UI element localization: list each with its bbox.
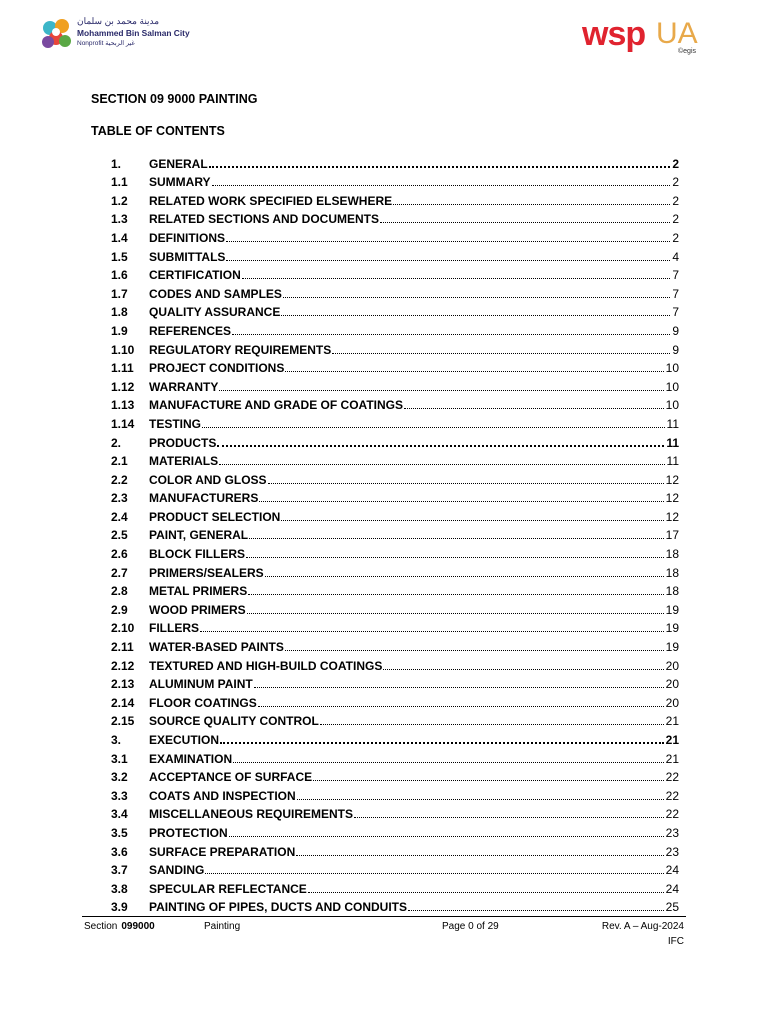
toc-dot-leader — [297, 798, 664, 800]
toc-dot-leader — [226, 259, 670, 261]
toc-entry[interactable] — [111, 654, 679, 673]
toc-entry-number: 2.1 — [111, 454, 128, 469]
toc-dot-leader — [268, 482, 664, 484]
toc-entry-number: 2.10 — [111, 621, 135, 636]
toc-entry-label: TEXTURED AND HIGH-BUILD COATINGS — [149, 658, 383, 673]
toc-entry-page: 12 — [665, 472, 679, 487]
toc-entry[interactable] — [111, 877, 679, 896]
toc-entry[interactable] — [111, 208, 679, 227]
toc-entry-page: 11 — [666, 454, 679, 469]
logo-nonprofit-text: Nonprofit غير الربحية — [77, 40, 135, 47]
footer-status: IFC — [667, 936, 684, 947]
toc-entry-number: 1.8 — [111, 305, 128, 320]
mbs-city-emblem-icon — [40, 14, 74, 54]
toc-entry-label: COATS AND INSPECTION — [149, 788, 296, 803]
toc-entry-page: 19 — [665, 621, 679, 636]
toc-entry[interactable] — [111, 896, 679, 915]
toc-dot-leader — [296, 854, 663, 856]
toc-entry-page: 21 — [665, 733, 679, 747]
toc-entry-label: SOURCE QUALITY CONTROL — [149, 714, 319, 729]
toc-entry-number: 3.3 — [111, 788, 128, 803]
toc-dot-leader — [202, 426, 665, 428]
toc-entry-page: 17 — [665, 528, 679, 543]
toc-entry-label: SUMMARY — [149, 175, 211, 190]
toc-entry-page: 10 — [665, 398, 679, 413]
toc-entry-number: 2.15 — [111, 714, 135, 729]
toc-entry-number: 2.8 — [111, 584, 128, 599]
toc-entry[interactable] — [111, 635, 679, 654]
toc-entry-label: SURFACE PREPARATION — [149, 844, 296, 859]
toc-entry-number: 1.10 — [111, 342, 135, 357]
toc-dot-leader — [242, 277, 671, 279]
toc-entry-page: 7 — [672, 305, 679, 320]
toc-entry[interactable] — [111, 747, 679, 766]
toc-entry-label: RELATED WORK SPECIFIED ELSEWHERE — [149, 193, 393, 208]
toc-entry-number: 1. — [111, 156, 122, 171]
toc-dot-leader — [380, 221, 670, 223]
toc-entry-label: PROJECT CONDITIONS — [149, 361, 285, 376]
toc-entry-number: 2.11 — [111, 640, 134, 655]
toc-dot-leader — [209, 165, 671, 168]
toc-entry[interactable] — [111, 542, 679, 561]
toc-entry-number: 2. — [111, 435, 122, 450]
toc-entry-number: 3.9 — [111, 900, 128, 915]
toc-dot-leader — [217, 444, 664, 447]
toc-entry-page: 21 — [665, 714, 679, 729]
footer-revision: Rev. A – Aug-2024 — [601, 921, 684, 932]
toc-entry-label: PROTECTION — [149, 825, 228, 840]
toc-entry-number: 3.1 — [111, 751, 128, 766]
toc-entry-label: DEFINITIONS — [149, 230, 226, 245]
toc-entry-page: 24 — [665, 881, 679, 896]
toc-entry-number: 3.7 — [111, 863, 128, 878]
toc-entry[interactable] — [111, 821, 679, 840]
toc-entry-page: 23 — [665, 844, 679, 859]
toc-entry-number: 1.9 — [111, 323, 128, 338]
toc-entry-page: 22 — [665, 788, 679, 803]
toc-dot-leader — [285, 370, 663, 372]
logo-arabic-name: مدينة محمد بن سلمان — [77, 16, 160, 26]
toc-dot-leader — [220, 741, 664, 744]
toc-dot-leader — [281, 314, 670, 316]
toc-entry-label: PAINTING OF PIPES, DUCTS AND CONDUITS — [149, 900, 408, 915]
toc-entry-label: CERTIFICATION — [149, 268, 241, 283]
toc-dot-leader — [308, 891, 664, 893]
toc-entry-page: 4 — [672, 249, 679, 264]
toc-entry-number: 1.3 — [111, 212, 128, 227]
toc-entry-page: 12 — [665, 509, 679, 524]
toc-entry-page: 23 — [665, 825, 679, 840]
toc-entry-number: 3.8 — [111, 881, 128, 896]
toc-entry-number: 2.2 — [111, 472, 128, 487]
toc-entry-label: METAL PRIMERS — [149, 584, 248, 599]
toc-entry-page: 9 — [672, 323, 679, 338]
toc-entry[interactable] — [111, 245, 679, 264]
toc-entry-number: 2.14 — [111, 695, 135, 710]
footer-divider — [82, 916, 686, 917]
toc-entry-number: 1.12 — [111, 379, 135, 394]
toc-entry-label: WATER-BASED PAINTS — [149, 640, 284, 655]
toc-entry-label: SUBMITTALS — [149, 249, 226, 264]
toc-entry[interactable] — [111, 152, 679, 171]
toc-entry-label: REFERENCES — [149, 323, 232, 338]
toc-entry[interactable] — [111, 338, 679, 357]
toc-entry-page: 22 — [665, 770, 679, 785]
toc-entry-page: 21 — [665, 751, 679, 766]
toc-entry-page: 9 — [672, 342, 679, 357]
wsp-wordmark: wsp — [582, 15, 646, 53]
toc-entry-page: 19 — [665, 602, 679, 617]
toc-entry-page: 20 — [665, 677, 679, 692]
toc-entry-number: 2.6 — [111, 547, 128, 562]
toc-entry[interactable] — [111, 189, 679, 208]
toc-dot-leader — [205, 872, 663, 874]
section-title: SECTION 09 9000 PAINTING — [91, 92, 258, 106]
footer-section-prefix: Section — [84, 921, 118, 932]
toc-entry-number: 1.14 — [111, 416, 135, 431]
toc-entry-number: 2.3 — [111, 491, 128, 506]
toc-dot-leader — [247, 612, 664, 614]
toc-entry-number: 1.11 — [111, 361, 134, 376]
toc-entry-number: 1.1 — [111, 175, 128, 190]
toc-entry-number: 3.4 — [111, 807, 128, 822]
toc-entry-number: 1.2 — [111, 193, 128, 208]
toc-entry-label: ALUMINUM PAINT — [149, 677, 253, 692]
toc-entry-label: PAINT, GENERAL — [149, 528, 249, 543]
footer-section — [84, 921, 155, 932]
toc-entry-page: 11 — [666, 435, 679, 450]
toc-entry[interactable] — [111, 468, 679, 487]
toc-entry[interactable] — [111, 264, 679, 283]
toc-entry-number: 1.13 — [111, 398, 135, 413]
toc-entry[interactable] — [111, 561, 679, 580]
toc-dot-leader — [393, 203, 670, 205]
mbs-city-logo — [40, 14, 190, 56]
toc-entry-number: 1.4 — [111, 230, 128, 245]
toc-entry-page: 2 — [672, 193, 679, 208]
toc-dot-leader — [233, 761, 664, 763]
toc-entry[interactable] — [111, 226, 679, 245]
toc-dot-leader — [313, 779, 664, 781]
toc-entry-page: 2 — [672, 175, 679, 190]
toc-entry[interactable] — [111, 859, 679, 878]
toc-entry-label: QUALITY ASSURANCE — [149, 305, 281, 320]
toc-entry-label: GENERAL — [149, 156, 208, 171]
toc-entry-number: 2.4 — [111, 509, 128, 524]
toc-entry-number: 3.2 — [111, 770, 128, 785]
footer-section-number: 099000 — [121, 921, 155, 932]
toc-entry-label: MANUFACTURE AND GRADE OF COATINGS — [149, 398, 403, 413]
toc-dot-leader — [283, 296, 670, 298]
footer-page-number: Page 0 of 29 — [442, 921, 499, 932]
page-footer — [82, 921, 686, 953]
toc-dot-leader — [408, 909, 664, 911]
toc-dot-leader — [212, 184, 671, 186]
toc-entry-number: 3.5 — [111, 825, 128, 840]
egis-wordmark: ©egis — [678, 48, 696, 55]
toc-dot-leader — [229, 835, 664, 837]
toc-entry[interactable] — [111, 357, 679, 376]
toc-entry-label: ACCEPTANCE OF SURFACE — [149, 770, 313, 785]
toc-dot-leader — [281, 519, 663, 521]
toc-entry-number: 1.6 — [111, 268, 128, 283]
toc-dot-leader — [320, 723, 664, 725]
toc-dot-leader — [246, 556, 664, 558]
toc-dot-leader — [232, 333, 670, 335]
toc-entry[interactable] — [111, 171, 679, 190]
toc-entry[interactable] — [111, 803, 679, 822]
toc-entry-page: 2 — [672, 156, 679, 171]
toc-entry[interactable] — [111, 375, 679, 394]
toc-entry-label: PRODUCTS — [149, 435, 217, 450]
toc-dot-leader — [404, 407, 664, 409]
table-of-contents — [111, 152, 679, 914]
toc-entry-page: 20 — [665, 658, 679, 673]
toc-entry-number: 2.9 — [111, 602, 128, 617]
toc-entry[interactable] — [111, 394, 679, 413]
wsp-ua-logo — [582, 16, 702, 60]
toc-entry[interactable] — [111, 840, 679, 859]
toc-entry-page: 24 — [665, 863, 679, 878]
toc-entry[interactable] — [111, 728, 679, 747]
toc-entry-page: 7 — [672, 286, 679, 301]
toc-entry-number: 1.5 — [111, 249, 128, 264]
toc-entry-page: 12 — [665, 491, 679, 506]
toc-entry[interactable] — [111, 487, 679, 506]
toc-entry-page: 11 — [666, 416, 679, 431]
toc-entry[interactable] — [111, 784, 679, 803]
toc-entry-label: PRIMERS/SEALERS — [149, 565, 264, 580]
toc-entry[interactable] — [111, 766, 679, 785]
toc-entry-page: 25 — [665, 900, 679, 915]
toc-dot-leader — [226, 240, 670, 242]
toc-entry-label: RELATED SECTIONS AND DOCUMENTS — [149, 212, 380, 227]
toc-entry[interactable] — [111, 673, 679, 692]
page-header — [0, 0, 768, 70]
toc-entry[interactable] — [111, 319, 679, 338]
toc-entry-page: 18 — [665, 584, 679, 599]
toc-entry[interactable] — [111, 598, 679, 617]
toc-entry-number: 3. — [111, 733, 122, 747]
ua-wordmark: UA — [656, 17, 698, 50]
toc-entry-label: FLOOR COATINGS — [149, 695, 257, 710]
toc-entry[interactable] — [111, 431, 679, 450]
toc-title: TABLE OF CONTENTS — [91, 124, 225, 138]
toc-dot-leader — [332, 352, 670, 354]
toc-entry-number: 2.13 — [111, 677, 135, 692]
toc-dot-leader — [265, 575, 664, 577]
toc-entry-number: 1.7 — [111, 286, 128, 301]
toc-entry[interactable] — [111, 412, 679, 431]
toc-entry-label: WOOD PRIMERS — [149, 602, 246, 617]
toc-entry[interactable] — [111, 505, 679, 524]
toc-entry-label: COLOR AND GLOSS — [149, 472, 267, 487]
toc-entry-page: 22 — [665, 807, 679, 822]
toc-dot-leader — [219, 389, 663, 391]
toc-entry-page: 2 — [672, 230, 679, 245]
toc-entry-label: BLOCK FILLERS — [149, 547, 245, 562]
toc-entry[interactable] — [111, 617, 679, 636]
toc-entry[interactable] — [111, 282, 679, 301]
toc-entry-label: PRODUCT SELECTION — [149, 509, 281, 524]
toc-entry-page: 19 — [665, 640, 679, 655]
toc-entry-page: 10 — [665, 361, 679, 376]
toc-entry-page: 10 — [665, 379, 679, 394]
toc-entry-number: 2.5 — [111, 528, 128, 543]
toc-entry-label: TESTING — [149, 416, 202, 431]
toc-dot-leader — [249, 537, 664, 539]
toc-entry[interactable] — [111, 524, 679, 543]
toc-entry-page: 18 — [665, 565, 679, 580]
toc-entry-label: CODES AND SAMPLES — [149, 286, 282, 301]
toc-entry[interactable] — [111, 580, 679, 599]
toc-entry-label: MATERIALS — [149, 454, 219, 469]
footer-title: Painting — [204, 921, 241, 932]
toc-entry[interactable] — [111, 691, 679, 710]
toc-dot-leader — [254, 686, 664, 688]
toc-entry-page: 18 — [665, 547, 679, 562]
toc-entry-page: 20 — [665, 695, 679, 710]
toc-entry-number: 2.12 — [111, 658, 135, 673]
toc-entry[interactable] — [111, 710, 679, 729]
toc-dot-leader — [259, 500, 663, 502]
toc-entry-label: WARRANTY — [149, 379, 219, 394]
toc-entry[interactable] — [111, 301, 679, 320]
toc-entry-label: REGULATORY REQUIREMENTS — [149, 342, 332, 357]
toc-entry[interactable] — [111, 450, 679, 469]
toc-dot-leader — [383, 668, 663, 670]
toc-dot-leader — [219, 463, 664, 465]
toc-dot-leader — [258, 705, 664, 707]
toc-dot-leader — [248, 593, 663, 595]
toc-entry-label: MANUFACTURERS — [149, 491, 259, 506]
toc-entry-label: SANDING — [149, 863, 205, 878]
toc-entry-label: SPECULAR REFLECTANCE — [149, 881, 307, 896]
toc-entry-number: 2.7 — [111, 565, 128, 580]
toc-dot-leader — [354, 816, 664, 818]
toc-entry-label: FILLERS — [149, 621, 199, 636]
toc-entry-label: EXECUTION — [149, 733, 220, 747]
logo-english-name: Mohammed Bin Salman City — [77, 28, 190, 38]
toc-dot-leader — [200, 630, 664, 632]
toc-entry-page: 7 — [672, 268, 679, 283]
toc-entry-page: 2 — [672, 212, 679, 227]
toc-dot-leader — [285, 649, 664, 651]
toc-entry-label: EXAMINATION — [149, 751, 233, 766]
toc-entry-number: 3.6 — [111, 844, 128, 859]
toc-entry-label: MISCELLANEOUS REQUIREMENTS — [149, 807, 354, 822]
